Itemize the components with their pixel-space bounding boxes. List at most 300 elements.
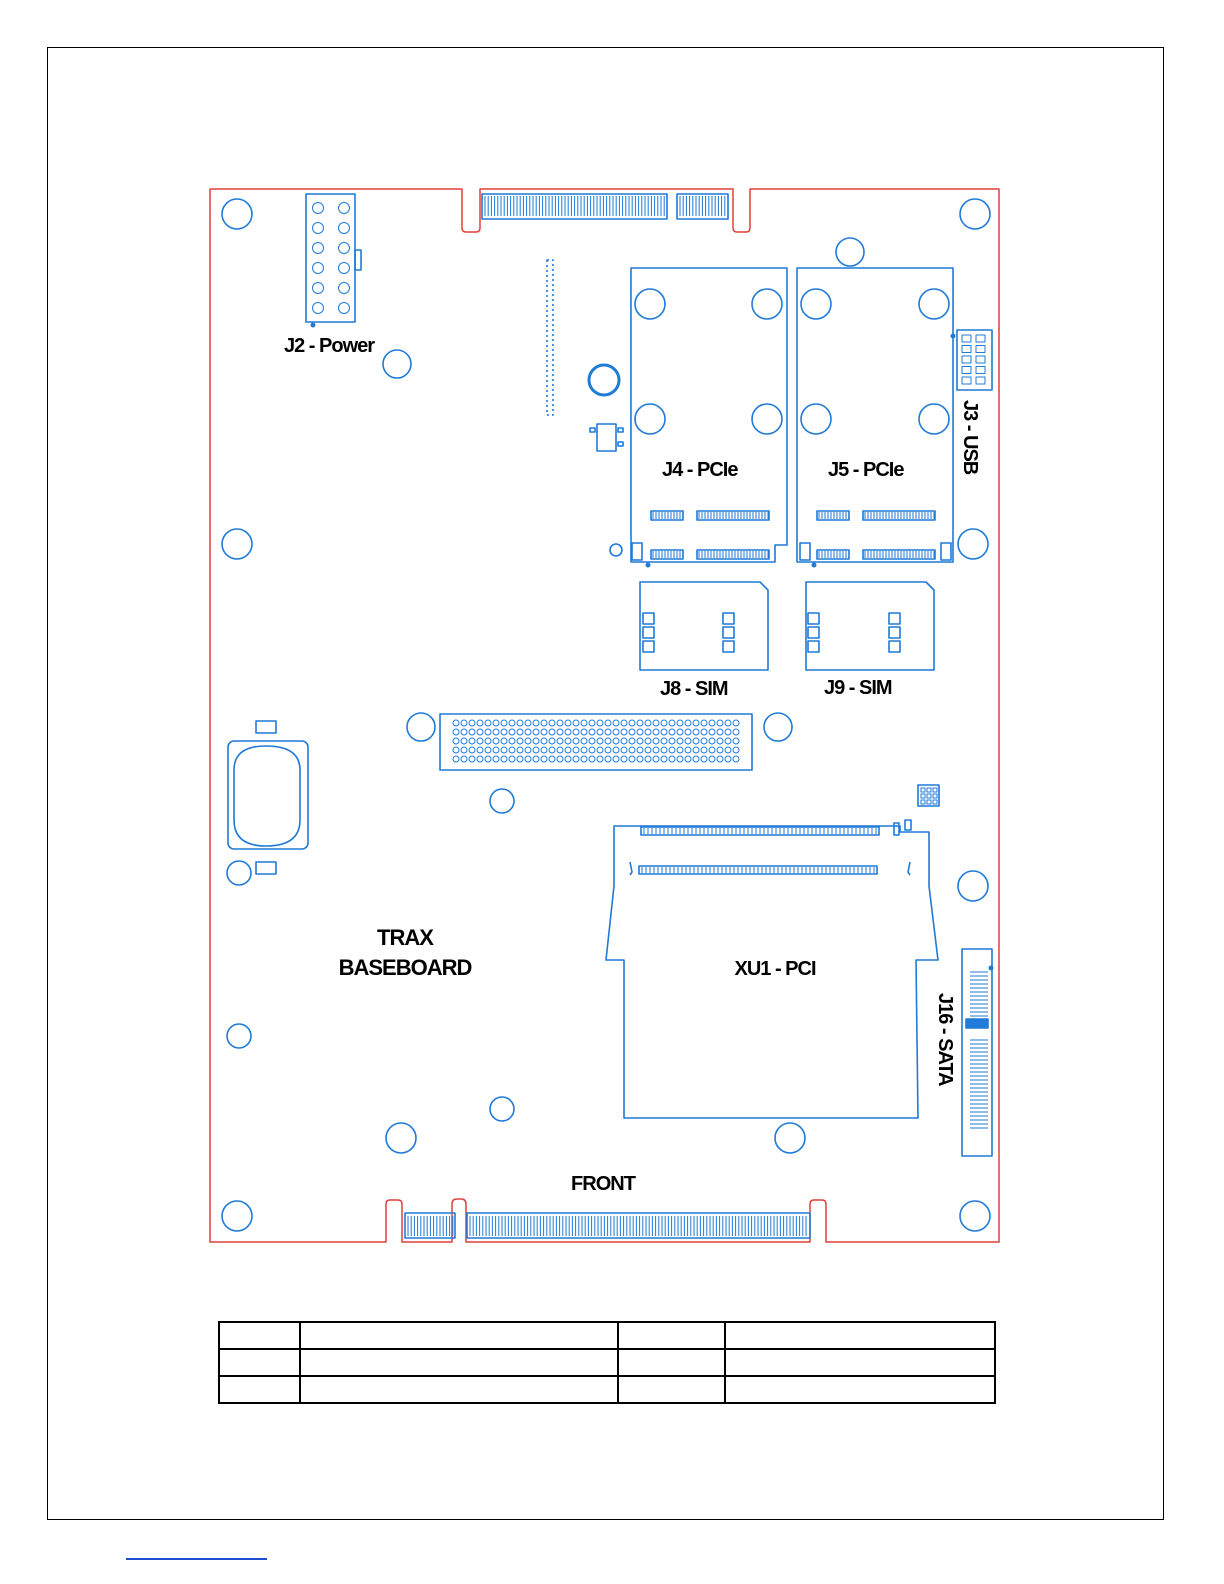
pin <box>533 720 539 726</box>
pin <box>685 738 691 744</box>
pin <box>962 346 971 353</box>
mount-hole <box>960 1201 990 1231</box>
j2-power-connector <box>306 194 355 322</box>
j9-pad <box>889 641 900 652</box>
pin <box>669 738 675 744</box>
pin <box>677 756 683 762</box>
via-hole <box>490 789 514 813</box>
pin <box>921 794 925 798</box>
pin <box>669 747 675 753</box>
pin1-dot <box>951 334 956 339</box>
pin <box>685 720 691 726</box>
pin <box>709 720 715 726</box>
pin <box>733 720 739 726</box>
pin <box>313 283 324 294</box>
pin <box>976 335 985 342</box>
pin <box>645 747 651 753</box>
pin <box>701 738 707 744</box>
pin <box>589 756 595 762</box>
pin <box>541 756 547 762</box>
pin <box>517 738 523 744</box>
pin <box>613 756 619 762</box>
pin <box>589 738 595 744</box>
pin <box>693 720 699 726</box>
pin <box>717 738 723 744</box>
pin <box>927 800 931 804</box>
j5-hole <box>919 404 949 434</box>
pin <box>541 747 547 753</box>
pin <box>549 747 555 753</box>
pin <box>693 747 699 753</box>
pin <box>605 729 611 735</box>
via-hole <box>775 1123 805 1153</box>
pin <box>573 756 579 762</box>
pin <box>509 729 515 735</box>
j5-hole <box>801 404 831 434</box>
battery-tab <box>256 721 276 733</box>
pin <box>565 738 571 744</box>
pin <box>501 729 507 735</box>
j16-label: J16 - SATA <box>934 993 956 1086</box>
j4-pcie-slot <box>631 268 787 562</box>
j2-latch <box>355 250 361 270</box>
pin <box>541 738 547 744</box>
pin <box>493 738 499 744</box>
pin <box>469 738 475 744</box>
pin <box>637 747 643 753</box>
small-ic-pad <box>618 428 623 432</box>
pin <box>637 756 643 762</box>
j4-label: J4 - PCIe <box>662 459 738 481</box>
table-cell <box>725 1322 995 1349</box>
pin <box>469 747 475 753</box>
table-cell <box>219 1376 300 1403</box>
footer-link-underline[interactable] <box>126 1558 267 1560</box>
pin <box>517 729 523 735</box>
pin <box>565 720 571 726</box>
pin <box>573 747 579 753</box>
pin <box>453 738 459 744</box>
pin <box>661 756 667 762</box>
pin <box>461 738 467 744</box>
pin <box>581 729 587 735</box>
pin <box>661 738 667 744</box>
table-cell <box>618 1376 725 1403</box>
via-hole <box>490 1097 514 1121</box>
pin <box>621 738 627 744</box>
pin <box>589 729 595 735</box>
pin <box>629 738 635 744</box>
pin <box>477 738 483 744</box>
pin <box>565 756 571 762</box>
pin <box>549 738 555 744</box>
pin <box>339 203 350 214</box>
mount-hole <box>958 871 988 901</box>
xu1-mark <box>894 823 899 835</box>
table-cell <box>300 1349 618 1376</box>
j8-pad <box>723 641 734 652</box>
small-ic-2-pins <box>921 788 937 804</box>
pin <box>976 356 985 363</box>
j8-sim-slot <box>640 582 768 670</box>
pin <box>509 738 515 744</box>
mount-hole <box>960 199 990 229</box>
pin <box>557 720 563 726</box>
pin <box>313 223 324 234</box>
pin <box>313 263 324 274</box>
pin <box>477 729 483 735</box>
pin <box>717 747 723 753</box>
j9-pad <box>889 627 900 638</box>
pin <box>605 720 611 726</box>
mount-hole <box>958 529 988 559</box>
pin <box>962 356 971 363</box>
j5-label: J5 - PCIe <box>828 459 904 481</box>
pin <box>525 756 531 762</box>
pin <box>501 756 507 762</box>
pin <box>621 720 627 726</box>
pin <box>685 747 691 753</box>
pin <box>533 756 539 762</box>
pin <box>313 203 324 214</box>
pin <box>629 756 635 762</box>
pin <box>653 756 659 762</box>
pin <box>733 747 739 753</box>
j5-tab <box>800 543 810 560</box>
pin <box>661 720 667 726</box>
pin <box>573 738 579 744</box>
j4-hole <box>635 404 665 434</box>
pin <box>717 729 723 735</box>
pin <box>653 720 659 726</box>
pin <box>453 756 459 762</box>
pin <box>685 756 691 762</box>
pin <box>709 729 715 735</box>
pin <box>933 788 937 792</box>
pin <box>701 720 707 726</box>
pin <box>733 729 739 735</box>
pin <box>701 729 707 735</box>
small-ic-pad <box>618 442 623 446</box>
pin <box>501 738 507 744</box>
pin <box>581 738 587 744</box>
pin <box>653 729 659 735</box>
pin <box>581 756 587 762</box>
xu1-latch <box>630 862 632 875</box>
battery-tab <box>256 862 276 874</box>
j9-sim-slot <box>806 582 934 670</box>
table-cell <box>300 1376 618 1403</box>
pin <box>605 747 611 753</box>
pin <box>339 303 350 314</box>
pin <box>621 756 627 762</box>
pin1-dot <box>646 563 651 568</box>
pin <box>933 800 937 804</box>
pin <box>621 747 627 753</box>
pin <box>613 747 619 753</box>
j8-pad <box>723 627 734 638</box>
pin <box>581 720 587 726</box>
pin <box>573 720 579 726</box>
pin <box>461 729 467 735</box>
pin <box>613 738 619 744</box>
pin <box>557 756 563 762</box>
pin <box>517 756 523 762</box>
pin <box>339 263 350 274</box>
pin <box>469 729 475 735</box>
top-connector-pins <box>485 196 725 216</box>
pin <box>709 756 715 762</box>
pin <box>677 720 683 726</box>
pin <box>493 747 499 753</box>
pin <box>621 729 627 735</box>
pin <box>701 747 707 753</box>
via-hole <box>227 1024 251 1048</box>
pin <box>461 720 467 726</box>
j2-label: J2 - Power <box>284 335 375 357</box>
pin <box>677 738 683 744</box>
board-title-line1: TRAX <box>377 925 433 950</box>
pin <box>637 738 643 744</box>
pin <box>962 367 971 374</box>
pin <box>501 720 507 726</box>
pin <box>313 303 324 314</box>
pin <box>517 747 523 753</box>
pin <box>693 738 699 744</box>
pin <box>669 756 675 762</box>
pin <box>629 720 635 726</box>
small-ic <box>597 424 616 451</box>
pin <box>485 738 491 744</box>
pin <box>701 756 707 762</box>
pin <box>976 346 985 353</box>
pin1-dot <box>989 966 994 971</box>
pin <box>339 223 350 234</box>
pin <box>541 729 547 735</box>
pin <box>469 756 475 762</box>
pin <box>573 729 579 735</box>
table-row <box>219 1322 995 1349</box>
table-row <box>219 1376 995 1403</box>
pin <box>597 720 603 726</box>
j9-pad <box>808 613 819 624</box>
pin <box>653 747 659 753</box>
pin <box>645 738 651 744</box>
pin <box>725 729 731 735</box>
pin1-dot <box>311 323 316 328</box>
pin <box>927 794 931 798</box>
pin <box>509 720 515 726</box>
pin <box>733 756 739 762</box>
pin <box>597 729 603 735</box>
pin <box>453 747 459 753</box>
pin <box>637 729 643 735</box>
pin <box>661 747 667 753</box>
j3-pins <box>962 335 985 384</box>
pin <box>509 747 515 753</box>
j16-key <box>966 1019 988 1028</box>
xu1-latch <box>908 862 910 875</box>
j5-tab <box>941 543 951 560</box>
legend-table <box>218 1321 996 1404</box>
pin <box>461 747 467 753</box>
pin <box>533 738 539 744</box>
pin <box>597 738 603 744</box>
pin <box>557 747 563 753</box>
pin <box>493 720 499 726</box>
mount-hole <box>222 199 252 229</box>
small-ic-pad <box>590 428 595 432</box>
pin <box>725 747 731 753</box>
pin <box>525 720 531 726</box>
pin <box>669 729 675 735</box>
pin <box>709 747 715 753</box>
pin <box>477 720 483 726</box>
via-hole <box>407 713 435 741</box>
j16-pins <box>970 972 988 1128</box>
xu1-label: XU1 - PCI <box>734 958 816 980</box>
pin <box>485 729 491 735</box>
mount-hole <box>222 529 252 559</box>
table-row <box>219 1349 995 1376</box>
pin <box>717 756 723 762</box>
pin <box>669 720 675 726</box>
table-cell <box>219 1349 300 1376</box>
xu1-mark <box>905 820 911 830</box>
pin <box>976 367 985 374</box>
pin <box>921 788 925 792</box>
pin <box>962 377 971 384</box>
pin <box>693 756 699 762</box>
j5-pcie-slot <box>797 268 953 562</box>
pin <box>645 729 651 735</box>
pin <box>597 747 603 753</box>
pin1-dot <box>812 563 817 568</box>
pin <box>725 756 731 762</box>
pin <box>533 747 539 753</box>
table-cell <box>618 1322 725 1349</box>
mount-hole <box>222 1201 252 1231</box>
pin <box>976 377 985 384</box>
pin <box>605 756 611 762</box>
via-hole <box>836 238 864 266</box>
pin <box>565 729 571 735</box>
pin <box>921 800 925 804</box>
battery-cell <box>234 746 300 846</box>
center-header-pins <box>453 720 739 762</box>
pin <box>533 729 539 735</box>
table-cell <box>725 1349 995 1376</box>
j8-pad <box>643 613 654 624</box>
j5-hole <box>801 289 831 319</box>
pin <box>525 729 531 735</box>
j8-label: J8 - SIM <box>660 678 728 700</box>
pin <box>509 756 515 762</box>
pin <box>581 747 587 753</box>
silk-text-strip <box>547 260 553 415</box>
j4-hole <box>635 289 665 319</box>
j9-label: J9 - SIM <box>824 677 892 699</box>
j8-pad <box>643 641 654 652</box>
table-cell <box>300 1322 618 1349</box>
pin <box>501 747 507 753</box>
pin <box>717 720 723 726</box>
j2-pins <box>313 203 350 314</box>
pin <box>339 283 350 294</box>
pin <box>645 756 651 762</box>
pin <box>661 729 667 735</box>
pin <box>677 747 683 753</box>
pin <box>589 747 595 753</box>
j4-tab <box>632 543 642 560</box>
pin <box>613 720 619 726</box>
via-hole <box>386 1123 416 1153</box>
pin <box>685 729 691 735</box>
pin <box>629 729 635 735</box>
j9-pad <box>889 613 900 624</box>
pin <box>927 788 931 792</box>
j8-pad <box>643 627 654 638</box>
pin <box>485 720 491 726</box>
pin <box>493 756 499 762</box>
pin <box>645 720 651 726</box>
pin <box>693 729 699 735</box>
pin <box>469 720 475 726</box>
mount-hole <box>589 365 619 395</box>
pin <box>733 738 739 744</box>
pin <box>557 729 563 735</box>
pin <box>653 738 659 744</box>
j8-pad <box>723 613 734 624</box>
table-cell <box>725 1376 995 1403</box>
pin <box>565 747 571 753</box>
pin <box>549 720 555 726</box>
via-hole <box>227 861 251 885</box>
pin <box>313 243 324 254</box>
via-hole <box>764 713 792 741</box>
pin <box>525 747 531 753</box>
via-hole <box>383 350 411 378</box>
table-cell <box>618 1349 725 1376</box>
table-cell <box>219 1322 300 1349</box>
j5-hole <box>919 289 949 319</box>
pin <box>725 738 731 744</box>
board-title-line2: BASEBOARD <box>338 955 472 980</box>
pin <box>493 729 499 735</box>
pin <box>453 720 459 726</box>
pin <box>725 720 731 726</box>
pin <box>605 738 611 744</box>
pin <box>517 720 523 726</box>
pin <box>477 756 483 762</box>
pin <box>629 747 635 753</box>
pin <box>933 794 937 798</box>
j4-hole <box>752 289 782 319</box>
pin <box>549 756 555 762</box>
pin <box>962 335 971 342</box>
j9-pad <box>808 641 819 652</box>
pin <box>485 756 491 762</box>
j4-hole <box>752 404 782 434</box>
via-hole <box>610 544 622 556</box>
pin <box>677 729 683 735</box>
pin <box>557 738 563 744</box>
j3-label: J3 - USB <box>959 400 981 475</box>
pin <box>613 729 619 735</box>
j9-pad <box>808 627 819 638</box>
front-label: FRONT <box>571 1173 635 1195</box>
pin <box>461 756 467 762</box>
